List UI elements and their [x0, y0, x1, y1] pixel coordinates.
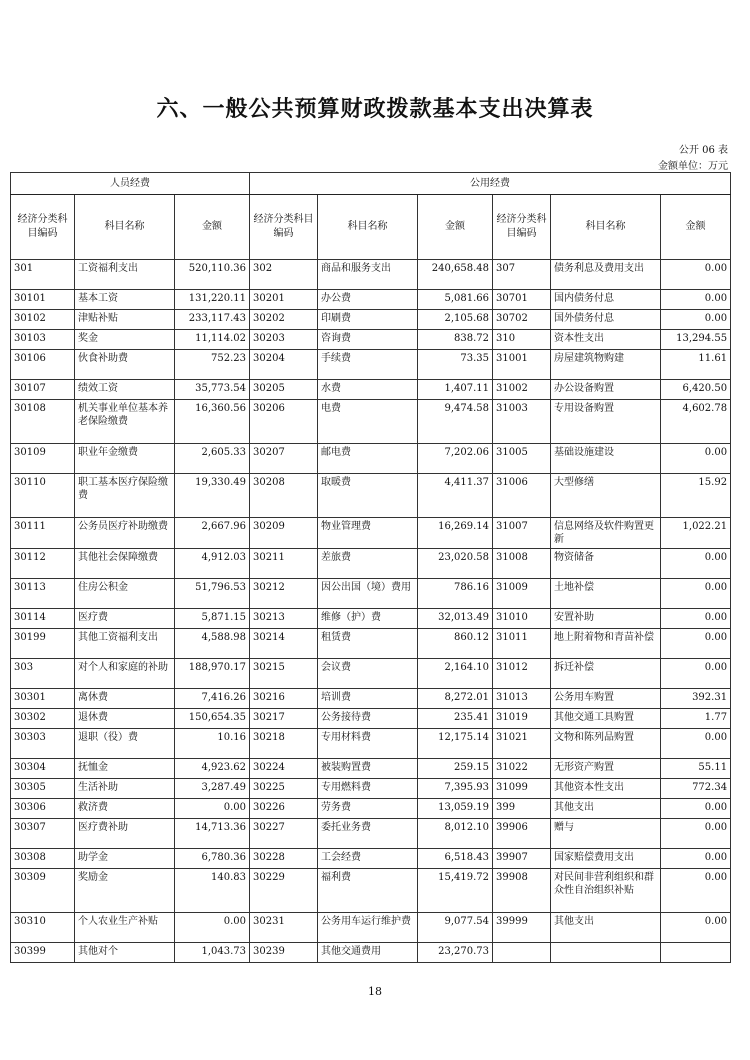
- cell-code-a: 30113: [11, 579, 75, 609]
- cell-name-c: 文物和陈列品购置: [551, 729, 661, 759]
- cell-amount-b: 5,081.66: [418, 290, 493, 310]
- cell-amount-c: 1,022.21: [661, 518, 731, 549]
- cell-amount-c: 0.00: [661, 629, 731, 659]
- cell-code-b: 30205: [250, 380, 318, 400]
- cell-amount-a: 4,588.98: [175, 629, 250, 659]
- cell-code-b: 30211: [250, 549, 318, 579]
- table-row: [11, 849, 731, 869]
- cell-amount-c: 0.00: [661, 819, 731, 849]
- cell-name-a: 退职（役）费: [75, 729, 175, 759]
- cell-name-a: 医疗费补助: [75, 819, 175, 849]
- table-row: [11, 659, 731, 689]
- cell-name-a: 职业年金缴费: [75, 444, 175, 474]
- cell-amount-b: 1,407.11: [418, 380, 493, 400]
- cell-code-b: 30239: [250, 943, 318, 963]
- cell-name-b: 差旅费: [318, 549, 418, 579]
- cell-code-c: 31011: [493, 629, 551, 659]
- group-header-row: [11, 173, 731, 195]
- table-row: [11, 444, 731, 474]
- cell-amount-c: 0.00: [661, 310, 731, 330]
- cell-code-b: 30208: [250, 474, 318, 518]
- cell-name-c: 物资储备: [551, 549, 661, 579]
- cell-name-a: 个人农业生产补贴: [75, 913, 175, 943]
- cell-name-c: 资本性支出: [551, 330, 661, 350]
- cell-name-c: 赠与: [551, 819, 661, 849]
- cell-name-c: 土地补偿: [551, 579, 661, 609]
- cell-code-c: 31001: [493, 350, 551, 380]
- cell-name-a: 基本工资: [75, 290, 175, 310]
- cell-name-a: 其他对个: [75, 943, 175, 963]
- cell-amount-a: 0.00: [175, 913, 250, 943]
- cell-name-b: 维修（护）费: [318, 609, 418, 629]
- cell-amount-a: 4,923.62: [175, 759, 250, 779]
- table-row: [11, 913, 731, 943]
- cell-name-a: 医疗费: [75, 609, 175, 629]
- cell-name-b: 取暖费: [318, 474, 418, 518]
- cell-code-c: 31002: [493, 380, 551, 400]
- cell-amount-a: 2,605.33: [175, 444, 250, 474]
- cell-code-c: 30701: [493, 290, 551, 310]
- cell-code-c: 39999: [493, 913, 551, 943]
- cell-amount-b: 23,270.73: [418, 943, 493, 963]
- cell-code-a: 30112: [11, 549, 75, 579]
- cell-code-a: 30107: [11, 380, 75, 400]
- cell-code-c: 31012: [493, 659, 551, 689]
- cell-amount-c: 0.00: [661, 799, 731, 819]
- cell-amount-b: 240,658.48: [418, 260, 493, 290]
- cell-name-b: 印刷费: [318, 310, 418, 330]
- cell-code-c: 39906: [493, 819, 551, 849]
- table-row: [11, 759, 731, 779]
- cell-amount-b: 4,411.37: [418, 474, 493, 518]
- cell-amount-c: [661, 943, 731, 963]
- cell-name-b: 公务用车运行维护费: [318, 913, 418, 943]
- table-row: [11, 474, 731, 518]
- cell-code-b: 30209: [250, 518, 318, 549]
- column-header-row: [11, 195, 731, 260]
- cell-name-a: 退休费: [75, 709, 175, 729]
- form-number: 公开 06 表: [678, 145, 728, 156]
- cell-code-c: 31022: [493, 759, 551, 779]
- cell-amount-c: 55.11: [661, 759, 731, 779]
- header-code-b: 经济分类科目编码: [250, 195, 318, 260]
- cell-code-b: 30215: [250, 659, 318, 689]
- cell-code-b: 30207: [250, 444, 318, 474]
- cell-amount-c: 15.92: [661, 474, 731, 518]
- cell-name-b: 会议费: [318, 659, 418, 689]
- cell-code-a: 30309: [11, 869, 75, 913]
- cell-name-a: 其他工资福利支出: [75, 629, 175, 659]
- cell-name-a: 生活补助: [75, 779, 175, 799]
- cell-amount-b: 8,272.01: [418, 689, 493, 709]
- cell-code-b: 30228: [250, 849, 318, 869]
- cell-code-a: 30308: [11, 849, 75, 869]
- cell-code-b: 30212: [250, 579, 318, 609]
- cell-amount-c: 0.00: [661, 290, 731, 310]
- cell-code-a: 30310: [11, 913, 75, 943]
- cell-amount-b: 7,395.93: [418, 779, 493, 799]
- cell-code-c: 310: [493, 330, 551, 350]
- header-name-a: 科目名称: [75, 195, 175, 260]
- cell-name-b: 委托业务费: [318, 819, 418, 849]
- cell-name-a: 奖金: [75, 330, 175, 350]
- table-row: [11, 518, 731, 549]
- header-amount-c: 金额: [661, 195, 731, 260]
- cell-name-a: 公务员医疗补助缴费: [75, 518, 175, 549]
- cell-amount-a: 233,117.43: [175, 310, 250, 330]
- cell-code-a: 301: [11, 260, 75, 290]
- cell-code-a: 30399: [11, 943, 75, 963]
- cell-name-c: 国家赔偿费用支出: [551, 849, 661, 869]
- cell-name-c: 办公设备购置: [551, 380, 661, 400]
- cell-amount-b: 12,175.14: [418, 729, 493, 759]
- cell-name-b: 培训费: [318, 689, 418, 709]
- cell-name-c: 安置补助: [551, 609, 661, 629]
- cell-amount-a: 5,871.15: [175, 609, 250, 629]
- cell-code-a: 30108: [11, 400, 75, 444]
- cell-name-c: 国外债务付息: [551, 310, 661, 330]
- cell-name-c: [551, 943, 661, 963]
- cell-amount-b: 32,013.49: [418, 609, 493, 629]
- cell-code-b: 30225: [250, 779, 318, 799]
- table-row: [11, 779, 731, 799]
- cell-amount-b: 13,059.19: [418, 799, 493, 819]
- page-number: 18: [368, 985, 382, 998]
- cell-code-c: 30702: [493, 310, 551, 330]
- cell-amount-b: 7,202.06: [418, 444, 493, 474]
- cell-code-c: 31013: [493, 689, 551, 709]
- cell-code-a: 30302: [11, 709, 75, 729]
- cell-amount-c: 772.34: [661, 779, 731, 799]
- cell-code-b: 30206: [250, 400, 318, 444]
- cell-amount-a: 19,330.49: [175, 474, 250, 518]
- cell-name-b: 租赁费: [318, 629, 418, 659]
- cell-code-a: 30304: [11, 759, 75, 779]
- cell-name-a: 绩效工资: [75, 380, 175, 400]
- cell-name-c: 无形资产购置: [551, 759, 661, 779]
- cell-amount-c: 0.00: [661, 849, 731, 869]
- cell-name-b: 被装购置费: [318, 759, 418, 779]
- cell-name-a: 离休费: [75, 689, 175, 709]
- group-public: 公用经费: [250, 173, 731, 195]
- cell-name-b: 专用材料费: [318, 729, 418, 759]
- cell-code-a: 30301: [11, 689, 75, 709]
- cell-name-b: 福利费: [318, 869, 418, 913]
- table-row: [11, 380, 731, 400]
- table-row: [11, 549, 731, 579]
- cell-code-b: 30218: [250, 729, 318, 759]
- cell-code-c: 31003: [493, 400, 551, 444]
- cell-code-b: 30203: [250, 330, 318, 350]
- cell-amount-b: 2,105.68: [418, 310, 493, 330]
- table-row: [11, 400, 731, 444]
- cell-code-c: 31021: [493, 729, 551, 759]
- cell-amount-b: 16,269.14: [418, 518, 493, 549]
- cell-amount-c: 0.00: [661, 579, 731, 609]
- cell-name-a: 抚恤金: [75, 759, 175, 779]
- cell-name-b: 邮电费: [318, 444, 418, 474]
- cell-code-c: 31009: [493, 579, 551, 609]
- cell-name-c: 拆迁补偿: [551, 659, 661, 689]
- cell-code-c: 31099: [493, 779, 551, 799]
- cell-amount-a: 0.00: [175, 799, 250, 819]
- cell-amount-a: 4,912.03: [175, 549, 250, 579]
- table-row: [11, 579, 731, 609]
- cell-name-c: 信息网络及软件购置更新: [551, 518, 661, 549]
- cell-amount-c: 0.00: [661, 659, 731, 689]
- cell-name-c: 大型修缮: [551, 474, 661, 518]
- cell-amount-c: 13,294.55: [661, 330, 731, 350]
- cell-code-b: 30231: [250, 913, 318, 943]
- cell-name-c: 其他资本性支出: [551, 779, 661, 799]
- cell-name-b: 物业管理费: [318, 518, 418, 549]
- cell-name-a: 对个人和家庭的补助: [75, 659, 175, 689]
- cell-code-a: 30106: [11, 350, 75, 380]
- cell-name-a: 其他社会保障缴费: [75, 549, 175, 579]
- cell-amount-b: 9,077.54: [418, 913, 493, 943]
- cell-amount-c: 4,602.78: [661, 400, 731, 444]
- cell-code-a: 30102: [11, 310, 75, 330]
- header-name-b: 科目名称: [318, 195, 418, 260]
- cell-name-b: 电费: [318, 400, 418, 444]
- cell-name-a: 助学金: [75, 849, 175, 869]
- cell-amount-a: 752.23: [175, 350, 250, 380]
- table-row: [11, 609, 731, 629]
- cell-amount-c: 6,420.50: [661, 380, 731, 400]
- cell-amount-a: 3,287.49: [175, 779, 250, 799]
- table-row: [11, 869, 731, 913]
- cell-name-b: 公务接待费: [318, 709, 418, 729]
- expenditure-table: [10, 172, 731, 963]
- cell-amount-c: 0.00: [661, 549, 731, 579]
- cell-name-c: 国内债务付息: [551, 290, 661, 310]
- cell-code-a: 30199: [11, 629, 75, 659]
- cell-amount-b: 838.72: [418, 330, 493, 350]
- header-name-c: 科目名称: [551, 195, 661, 260]
- cell-amount-a: 10.16: [175, 729, 250, 759]
- table-row: [11, 943, 731, 963]
- cell-code-a: 30305: [11, 779, 75, 799]
- cell-name-c: 地上附着物和青苗补偿: [551, 629, 661, 659]
- cell-amount-a: 11,114.02: [175, 330, 250, 350]
- cell-code-c: 31008: [493, 549, 551, 579]
- cell-name-a: 工资福利支出: [75, 260, 175, 290]
- cell-amount-c: 11.61: [661, 350, 731, 380]
- cell-code-b: 30201: [250, 290, 318, 310]
- cell-amount-a: 1,043.73: [175, 943, 250, 963]
- cell-code-b: 30216: [250, 689, 318, 709]
- cell-code-b: 30204: [250, 350, 318, 380]
- cell-name-b: 因公出国（境）费用: [318, 579, 418, 609]
- cell-code-b: 30229: [250, 869, 318, 913]
- cell-name-c: 房屋建筑物购建: [551, 350, 661, 380]
- cell-amount-c: 0.00: [661, 444, 731, 474]
- cell-amount-b: 786.16: [418, 579, 493, 609]
- cell-amount-b: 2,164.10: [418, 659, 493, 689]
- cell-name-c: 其他支出: [551, 913, 661, 943]
- header-amount-b: 金额: [418, 195, 493, 260]
- cell-amount-b: 73.35: [418, 350, 493, 380]
- cell-amount-b: 9,474.58: [418, 400, 493, 444]
- cell-code-c: 31010: [493, 609, 551, 629]
- cell-code-c: 39907: [493, 849, 551, 869]
- cell-code-b: 30214: [250, 629, 318, 659]
- cell-amount-b: 6,518.43: [418, 849, 493, 869]
- cell-name-a: 津贴补贴: [75, 310, 175, 330]
- cell-name-c: 其他支出: [551, 799, 661, 819]
- cell-amount-a: 150,654.35: [175, 709, 250, 729]
- cell-amount-c: 392.31: [661, 689, 731, 709]
- cell-code-a: 30111: [11, 518, 75, 549]
- cell-code-c: 39908: [493, 869, 551, 913]
- cell-name-b: 专用燃料费: [318, 779, 418, 799]
- amount-unit: 金额单位：万元: [658, 161, 728, 172]
- cell-name-b: 商品和服务支出: [318, 260, 418, 290]
- table-row: [11, 689, 731, 709]
- cell-amount-b: 860.12: [418, 629, 493, 659]
- cell-amount-b: 15,419.72: [418, 869, 493, 913]
- table-row: [11, 330, 731, 350]
- cell-code-b: 30227: [250, 819, 318, 849]
- table-row: [11, 799, 731, 819]
- table-row: [11, 709, 731, 729]
- group-personnel: 人员经费: [11, 173, 250, 195]
- cell-amount-a: 14,713.36: [175, 819, 250, 849]
- cell-name-a: 伙食补助费: [75, 350, 175, 380]
- page-title: 六、一般公共预算财政拨款基本支出决算表: [156, 97, 594, 122]
- cell-name-b: 咨询费: [318, 330, 418, 350]
- cell-name-b: 办公费: [318, 290, 418, 310]
- cell-amount-c: 0.00: [661, 260, 731, 290]
- table-row: [11, 350, 731, 380]
- cell-name-c: 专用设备购置: [551, 400, 661, 444]
- cell-amount-a: 16,360.56: [175, 400, 250, 444]
- cell-amount-c: 0.00: [661, 609, 731, 629]
- cell-code-c: 31019: [493, 709, 551, 729]
- cell-code-a: 30101: [11, 290, 75, 310]
- cell-name-c: 基础设施建设: [551, 444, 661, 474]
- cell-code-c: 307: [493, 260, 551, 290]
- cell-amount-a: 35,773.54: [175, 380, 250, 400]
- cell-amount-c: 1.77: [661, 709, 731, 729]
- cell-name-b: 手续费: [318, 350, 418, 380]
- cell-name-c: 对民间非营利组织和群众性自治组织补贴: [551, 869, 661, 913]
- header-code-c: 经济分类科目编码: [493, 195, 551, 260]
- cell-code-b: 30217: [250, 709, 318, 729]
- cell-amount-a: 51,796.53: [175, 579, 250, 609]
- cell-amount-b: 235.41: [418, 709, 493, 729]
- table-row: [11, 310, 731, 330]
- cell-amount-b: 23,020.58: [418, 549, 493, 579]
- table-row: [11, 260, 731, 290]
- cell-amount-c: 0.00: [661, 913, 731, 943]
- cell-name-a: 职工基本医疗保险缴费: [75, 474, 175, 518]
- table-row: [11, 729, 731, 759]
- cell-code-c: 31005: [493, 444, 551, 474]
- cell-amount-a: 131,220.11: [175, 290, 250, 310]
- cell-code-b: 30226: [250, 799, 318, 819]
- cell-name-c: 公务用车购置: [551, 689, 661, 709]
- header-code-a: 经济分类科目编码: [11, 195, 75, 260]
- cell-name-b: 水费: [318, 380, 418, 400]
- cell-code-a: 30103: [11, 330, 75, 350]
- cell-code-a: 30307: [11, 819, 75, 849]
- cell-name-c: 债务利息及费用支出: [551, 260, 661, 290]
- cell-amount-c: 0.00: [661, 869, 731, 913]
- header-amount-a: 金额: [175, 195, 250, 260]
- cell-code-b: 302: [250, 260, 318, 290]
- cell-amount-a: 520,110.36: [175, 260, 250, 290]
- cell-name-a: 机关事业单位基本养老保险缴费: [75, 400, 175, 444]
- cell-amount-a: 6,780.36: [175, 849, 250, 869]
- cell-code-c: 399: [493, 799, 551, 819]
- cell-code-c: [493, 943, 551, 963]
- cell-code-a: 303: [11, 659, 75, 689]
- cell-name-c: 其他交通工具购置: [551, 709, 661, 729]
- cell-code-b: 30202: [250, 310, 318, 330]
- cell-name-a: 救济费: [75, 799, 175, 819]
- cell-name-b: 工会经费: [318, 849, 418, 869]
- cell-code-a: 30109: [11, 444, 75, 474]
- cell-amount-a: 2,667.96: [175, 518, 250, 549]
- cell-code-b: 30224: [250, 759, 318, 779]
- cell-code-a: 30306: [11, 799, 75, 819]
- cell-amount-a: 188,970.17: [175, 659, 250, 689]
- cell-code-c: 31007: [493, 518, 551, 549]
- cell-code-a: 30114: [11, 609, 75, 629]
- cell-name-b: 劳务费: [318, 799, 418, 819]
- cell-name-b: 其他交通费用: [318, 943, 418, 963]
- cell-amount-c: 0.00: [661, 729, 731, 759]
- table-row: [11, 819, 731, 849]
- cell-code-b: 30213: [250, 609, 318, 629]
- cell-name-a: 住房公积金: [75, 579, 175, 609]
- cell-name-a: 奖励金: [75, 869, 175, 913]
- cell-amount-a: 140.83: [175, 869, 250, 913]
- cell-code-a: 30110: [11, 474, 75, 518]
- table-row: [11, 629, 731, 659]
- cell-code-c: 31006: [493, 474, 551, 518]
- cell-code-a: 30303: [11, 729, 75, 759]
- cell-amount-b: 8,012.10: [418, 819, 493, 849]
- cell-amount-a: 7,416.26: [175, 689, 250, 709]
- cell-amount-b: 259.15: [418, 759, 493, 779]
- table-row: [11, 290, 731, 310]
